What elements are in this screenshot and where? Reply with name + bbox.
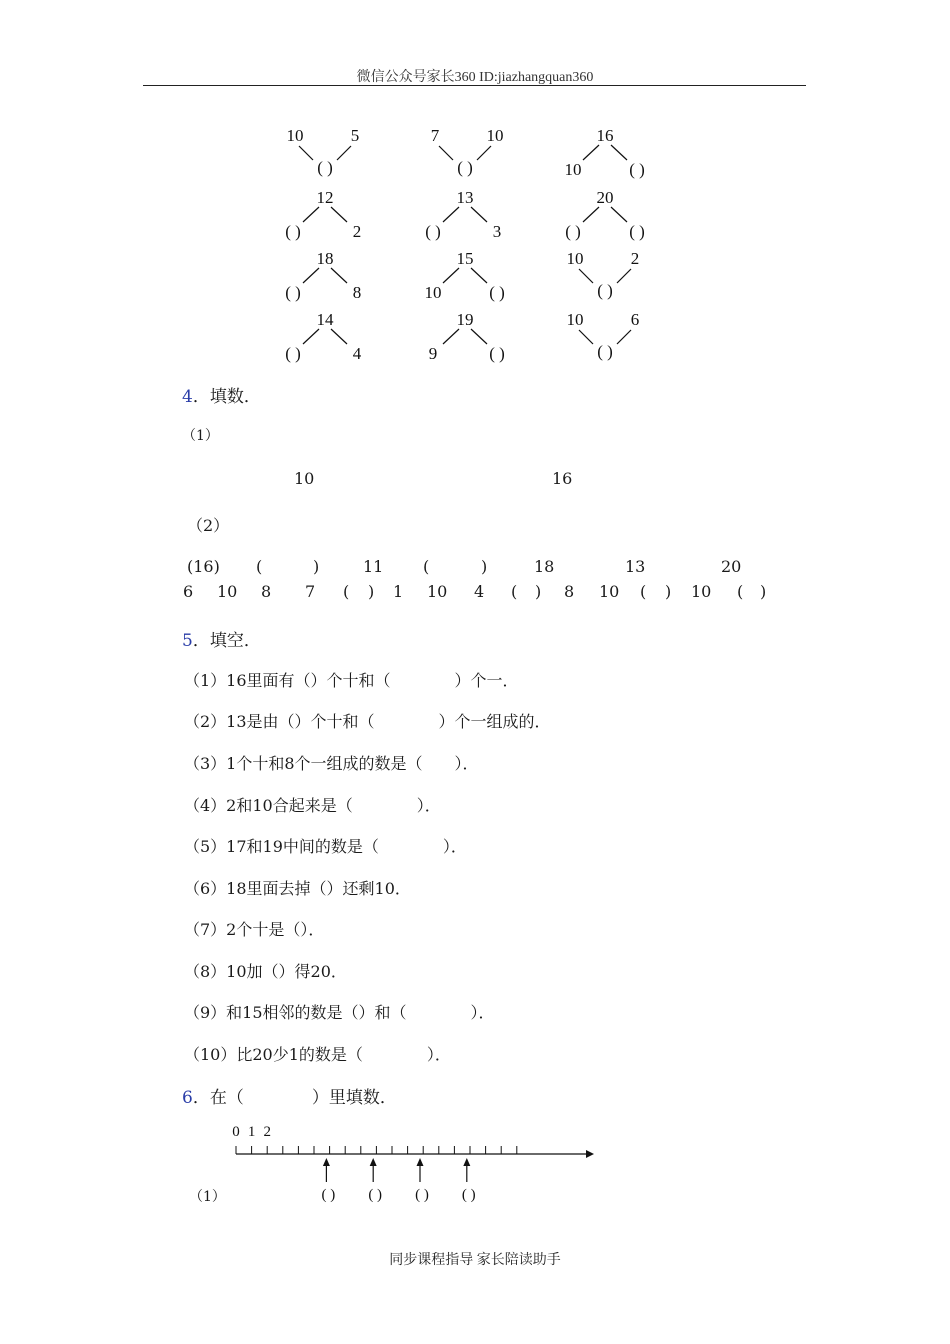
q4-top-cell: ( xyxy=(423,557,430,576)
q4-bottom-cell: ) xyxy=(535,582,542,601)
bond-line xyxy=(471,329,487,344)
q6-heading xyxy=(182,1083,397,1108)
number-line-pointer-head xyxy=(417,1158,424,1166)
bond-part-number: 7 xyxy=(430,126,440,145)
q4-bottom-cell: 8 xyxy=(564,582,575,601)
q4-bottom-cell: 10 xyxy=(217,582,238,601)
q4-heading xyxy=(182,382,261,407)
bond-line xyxy=(471,268,487,283)
q4-title: ．填数． xyxy=(192,387,261,407)
page-header: 微信公众号家长360 ID:jiazhangquan360 xyxy=(356,70,594,85)
bond-whole-number: 18 xyxy=(316,249,334,268)
bond-line xyxy=(617,269,631,283)
q6-title: ．在（ ）里填数． xyxy=(192,1088,397,1108)
bond-part-number: 10 xyxy=(424,283,442,302)
number-line-blank: ( ) xyxy=(321,1187,336,1203)
bond-part-number: ( ) xyxy=(489,344,505,363)
q5-item: （6）18里面去掉（）还剩10． xyxy=(184,879,411,898)
bond-line xyxy=(583,145,599,160)
header-divider xyxy=(143,85,806,86)
bond-line xyxy=(331,329,347,344)
q4-bottom-cell: 6 xyxy=(183,582,194,601)
q4-bottom-cell: ( xyxy=(737,582,744,601)
bond-part-number: 8 xyxy=(352,283,362,302)
bond-whole-number: 14 xyxy=(316,310,334,329)
q4-bottom-cell: 10 xyxy=(599,582,620,601)
bond-line xyxy=(579,330,593,344)
bond-part-number: 4 xyxy=(352,344,362,363)
q4-bottom-cell: 10 xyxy=(691,582,712,601)
q5-item: （5）17和19中间的数是（ ）． xyxy=(184,837,467,856)
bond-line xyxy=(443,268,459,283)
q4-top-cell: 20 xyxy=(721,557,742,576)
bond-line xyxy=(303,268,319,283)
q5-item: （4）2和10合起来是（ ）． xyxy=(184,796,441,815)
q4-bottom-cell: ) xyxy=(368,582,375,601)
number-line-pointer-head xyxy=(323,1158,330,1166)
bond-whole-number: 19 xyxy=(456,310,474,329)
bond-whole-number: 13 xyxy=(456,188,474,207)
bond-line xyxy=(331,268,347,283)
bond-part-number: 10 xyxy=(566,249,584,268)
bond-whole-number: 12 xyxy=(316,188,334,207)
bond-whole-blank: ( ) xyxy=(597,281,613,300)
q4-part1-label: （1） xyxy=(182,428,219,444)
q4-number: 4 xyxy=(182,387,193,407)
number-line-blank: ( ) xyxy=(461,1187,476,1203)
bond-part-number: 2 xyxy=(630,249,640,268)
bond-part-number: ( ) xyxy=(629,222,645,241)
bond-whole-number: 16 xyxy=(596,126,614,145)
bond-part-number: 2 xyxy=(352,222,362,241)
bond-line xyxy=(331,207,347,222)
number-line-pointer-head xyxy=(370,1158,377,1166)
bond-part-number: ( ) xyxy=(565,222,581,241)
bond-line xyxy=(617,330,631,344)
bond-part-number: ( ) xyxy=(285,222,301,241)
bond-whole-number: 15 xyxy=(456,249,474,268)
bond-part-number: 6 xyxy=(630,310,640,329)
q4-top-cell: 18 xyxy=(534,557,555,576)
bond-line xyxy=(337,146,351,160)
q4-bottom-cell: 4 xyxy=(474,582,485,601)
bond-line xyxy=(579,269,593,283)
q5-item: （10）比20少1的数是（ ）． xyxy=(184,1045,451,1064)
q4-bottom-cell: ) xyxy=(760,582,767,601)
q4-bottom-cell: 7 xyxy=(305,582,316,601)
bond-line xyxy=(583,207,599,222)
number-line-label: 2 xyxy=(263,1124,271,1140)
bond-part-number: 3 xyxy=(492,222,502,241)
number-line-label: 0 xyxy=(232,1124,240,1140)
q4-bottom-cell: ) xyxy=(665,582,672,601)
q4-top-cell: ( xyxy=(256,557,263,576)
q5-title: ．填空． xyxy=(192,631,261,651)
bond-line xyxy=(477,146,491,160)
q4-top-cell: 11 xyxy=(363,557,384,576)
q4-bottom-cell: ( xyxy=(511,582,518,601)
q4-bottom-cell: ( xyxy=(640,582,647,601)
bond-line xyxy=(443,207,459,222)
q4-bottom-cell: 10 xyxy=(427,582,448,601)
q4-top-cell: 13 xyxy=(625,557,646,576)
q5-heading xyxy=(182,626,261,651)
bond-part-number: ( ) xyxy=(285,344,301,363)
number-line-blank: ( ) xyxy=(415,1187,429,1203)
page-footer: 同步课程指导 家长陪读助手 xyxy=(389,1253,561,1268)
number-line-label: 1 xyxy=(247,1124,256,1140)
bond-line xyxy=(443,329,459,344)
q4-bottom-cell: 8 xyxy=(261,582,272,601)
q5-item: （3）1个十和8个一组成的数是（ ）． xyxy=(184,754,479,773)
bond-line xyxy=(303,207,319,222)
bond-part-number: 10 xyxy=(566,310,584,329)
bond-part-number: ( ) xyxy=(629,160,645,179)
bond-line xyxy=(439,146,453,160)
q6-number: 6 xyxy=(182,1088,193,1108)
bond-whole-blank: ( ) xyxy=(597,342,613,361)
bond-part-number: ( ) xyxy=(425,222,441,241)
bond-whole-blank: ( ) xyxy=(317,158,333,177)
number-line-arrowhead xyxy=(586,1150,594,1158)
number-line-blank: ( ) xyxy=(368,1187,383,1203)
bond-part-number: ( ) xyxy=(489,283,505,302)
q5-item: （1）16里面有（）个十和（ ）个一． xyxy=(184,671,519,690)
bond-part-number: 10 xyxy=(486,126,504,145)
bond-whole-blank: ( ) xyxy=(457,158,473,177)
bond-part-number: ( ) xyxy=(285,283,301,302)
q5-item: （9）和15相邻的数是（）和（ ）． xyxy=(184,1003,495,1022)
bond-whole-number: 20 xyxy=(596,188,614,207)
q4-bottom-cell: ( xyxy=(343,582,350,601)
q5-item: （2）13是由（）个十和（ ）个一组成的． xyxy=(184,712,551,731)
q5-number: 5 xyxy=(182,631,193,651)
bond-line xyxy=(611,207,627,222)
bond-line xyxy=(471,207,487,222)
q4-top-cell: (16) xyxy=(187,557,220,576)
q5-item: （7）2个十是（）． xyxy=(184,920,325,939)
q5-item: （8）10加（）得20． xyxy=(184,962,347,981)
q4-bottom-cell: 1 xyxy=(393,582,404,601)
bond-line xyxy=(303,329,319,344)
number-line-figure xyxy=(226,1118,606,1218)
q4-part1-value: 10 xyxy=(294,469,315,488)
bond-line xyxy=(611,145,627,160)
bond-part-number: 10 xyxy=(564,160,582,179)
q4-part1-value: 16 xyxy=(552,469,573,488)
q4-top-cell: ) xyxy=(313,557,320,576)
q6-part-label: （1） xyxy=(189,1189,226,1205)
q4-top-cell: ) xyxy=(481,557,488,576)
bond-part-number: 10 xyxy=(286,126,304,145)
number-bond-figure xyxy=(270,120,680,370)
bond-line xyxy=(299,146,313,160)
bond-part-number: 9 xyxy=(428,344,438,363)
number-line-pointer-head xyxy=(463,1158,470,1166)
bond-part-number: 5 xyxy=(350,126,360,145)
q4-part2-label: （2） xyxy=(187,516,230,535)
